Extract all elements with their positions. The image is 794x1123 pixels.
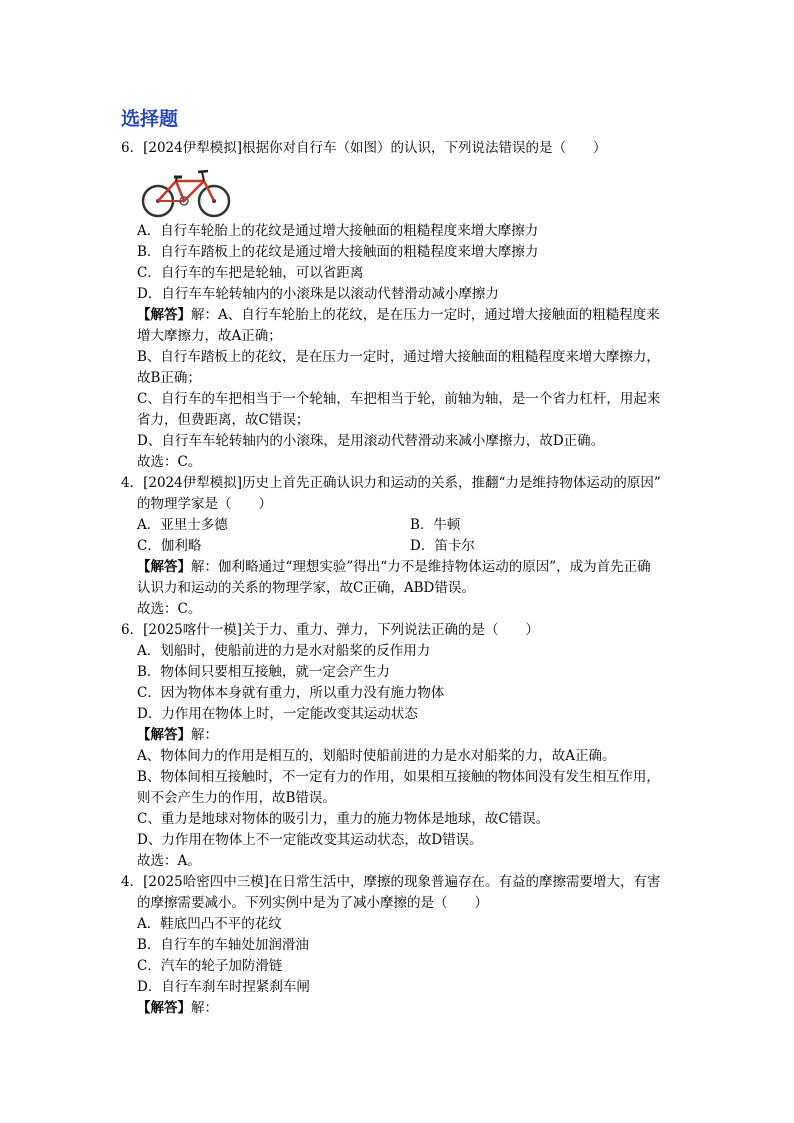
option-b: B．自行车的车轴处加润滑油 — [137, 937, 309, 953]
option-c: C．因为物体本身就有重力，所以重力没有施力物体 — [137, 685, 445, 701]
option-b: B．牛顿 — [410, 517, 461, 533]
answer-line: 认识力和运动的关系的物理学家，故C正确，ABD错误。 — [137, 580, 475, 596]
question-stem-cont: 的摩擦需要减小。下列实例中是为了减小摩擦的是（ ） — [137, 895, 488, 911]
question-stem-cont: 的物理学家是（ ） — [137, 496, 272, 512]
answer-line: B、自行车踏板上的花纹，是在压力一定时，通过增大接触面的粗糙程度来增大摩擦力， — [137, 349, 660, 365]
option-d: D．自行车车轮转轴内的小滚珠是以滚动代替滑动减小摩擦力 — [137, 286, 499, 302]
option-a: A．亚里士多德 — [137, 517, 228, 533]
question-stem: 4．[2024伊犁模拟]历史上首先正确认识力和运动的关系，推翻“力是维持物体运动的原因” — [121, 475, 661, 491]
answer-label: 【解答】 — [137, 307, 191, 323]
option-c: C．汽车的轮子加防滑链 — [137, 958, 283, 974]
answer-label: 【解答】 — [137, 727, 191, 743]
answer-line: D、力作用在物体上不一定能改变其运动状态，故D错误。 — [137, 832, 483, 848]
option-d: D．笛卡尔 — [410, 538, 475, 554]
answer-line: 【解答】解：A、自行车轮胎上的花纹，是在压力一定时，通过增大接触面的粗糙程度来 — [137, 307, 660, 323]
option-b: B．自行车踏板上的花纹是通过增大接触面的粗糙程度来增大摩擦力 — [137, 244, 539, 260]
option-a: A．鞋底凹凸不平的花纹 — [137, 916, 282, 932]
answer-line: 则不会产生力的作用，故B错误。 — [137, 790, 336, 806]
option-a: A．自行车轮胎上的花纹是通过增大接触面的粗糙程度来增大摩擦力 — [137, 223, 539, 239]
option-c: C．自行车的车把是轮轴，可以省距离 — [137, 265, 364, 281]
answer-choice: 故选：C。 — [137, 454, 202, 470]
answer-line: 【解答】解： — [137, 727, 218, 743]
answer-line: B、物体间相互接触时，不一定有力的作用，如果相互接触的物体间没有发生相互作用， — [137, 769, 660, 785]
bicycle-image — [140, 163, 232, 219]
answer-line: A、物体间力的作用是相互的，划船时使船前进的力是水对船桨的力，故A正确。 — [137, 748, 616, 764]
option-c: C．伽利略 — [137, 538, 202, 554]
option-d: D．自行车刹车时捏紧刹车闸 — [137, 979, 310, 995]
answer-line: C、重力是地球对物体的吸引力，重力的施力物体是地球，故C错误。 — [137, 811, 550, 827]
option-b: B．物体间只要相互接触，就一定会产生力 — [137, 664, 390, 680]
question-stem: 6．[2024伊犁模拟]根据你对自行车（如图）的认识，下列说法错误的是（ ） — [121, 140, 607, 156]
answer-line: 【解答】解：伽利略通过“理想实验”得出“力不是维持物体运动的原因”，成为首先正确 — [137, 559, 651, 575]
answer-line: 故B正确； — [137, 370, 201, 386]
answer-line: 【解答】解： — [137, 1000, 218, 1016]
question-stem: 6．[2025喀什一模]关于力、重力、弹力，下列说法正确的是（ ） — [121, 622, 539, 638]
answer-choice: 故选：C。 — [137, 601, 202, 617]
question-stem: 4．[2025哈密四中三模]在日常生活中，摩擦的现象普遍存在。有益的摩擦需要增大，有害 — [121, 874, 661, 890]
section-heading: 选择题 — [121, 108, 179, 130]
answer-line: 增大摩擦力，故A正确； — [137, 328, 282, 344]
answer-line: D、自行车车轮转轴内的小滚珠，是用滚动代替滑动来减小摩擦力，故D正确。 — [137, 433, 605, 449]
answer-label: 【解答】 — [137, 559, 191, 575]
option-d: D．力作用在物体上时，一定能改变其运动状态 — [137, 706, 418, 722]
answer-line: 省力，但费距离，故C错误； — [137, 412, 310, 428]
answer-line: C、自行车的车把相当于一个轮轴，车把相当于轮，前轴为轴，是一个省力杠杆，用起来 — [137, 391, 661, 407]
answer-label: 【解答】 — [137, 1000, 191, 1016]
option-a: A．划船时，使船前进的力是水对船桨的反作用力 — [137, 643, 431, 659]
answer-choice: 故选：A。 — [137, 853, 201, 869]
